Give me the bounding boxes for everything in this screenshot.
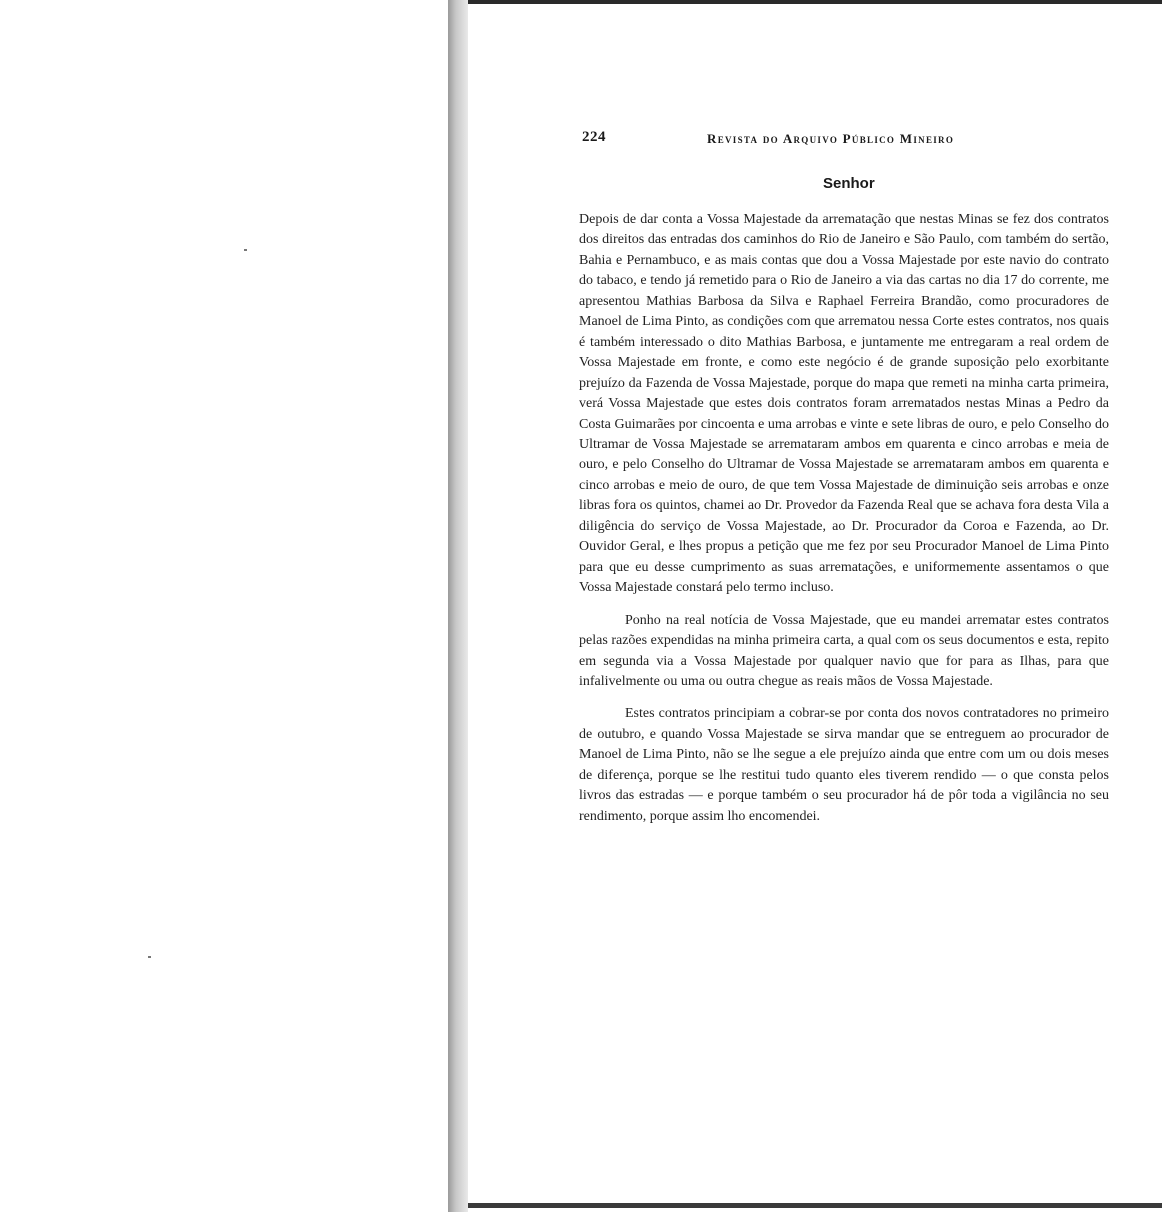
scan-top-edge [468,0,1162,4]
paragraph-1: Depois de dar conta a Vossa Majestade da arrematação que nestas Minas se fez dos contratos dos direitos das entradas dos caminhos do Rio de Janeiro e São Paulo, com também do sertão, Bahia e Pernambuco, e as mais contas que dou a Vossa Majestade por este navio do contrato do tabaco, e tendo já remetido para o Rio de Janeiro a via das cartas no dia 17 do corrente, me apresentou Mathias Barbosa da Silva e Raphael Ferreira Brandão, como procuradores de Manoel de Lima Pinto, as condições com que arrematou nessa Corte estes contratos, nos quais é também interessado o dito Mathias Barbosa, e juntamente me entregaram a real ordem de Vossa Majestade em fronte, e como este negócio é de grande suposição pelo exorbitante prejuízo da Fazenda de Vossa Majestade, porque do mapa que remeti na minha carta primeira, verá Vossa Majestade que estes dois contratos foram arrematados nestas Minas a Pedro da Costa Guimarães por cincoenta e uma arrobas e vinte e sete libras de ouro, e pelo Conselho do Ultramar de Vossa Majestade se arremataram ambos em quarenta e cinco arrobas e meia de ouro, e pelo Conselho do Ultramar de Vossa Majestade se arremataram ambos em quarenta e cinco arrobas e meio de ouro, de que tem Vossa Majestade de diminuição seis arrobas e onze libras fora os quintos, chamei ao Dr. Provedor da Fazenda Real que se achava fora desta Vila a diligência do serviço de Vossa Majestade, ao Dr. Procurador da Coroa e Fazenda, ao Dr. Ouvidor Geral, e lhes propus a petição que me fez por seu Procurador Manoel de Lima Pinto para que eu desse cumprimento as suas arrematações, e uniformemente assentamos o que Vossa Majestade constará pelo termo incluso. [579,212,1109,596]
scan-speck [148,956,151,958]
book-spine-shadow [448,0,468,1212]
page-number: 224 [582,129,606,145]
letter-salutation: Senhor [823,175,875,192]
paragraph-3: Estes contratos principiam a cobrar-se por conta dos novos contratadores no primeiro de outubro, e quando Vossa Majestade se sirva mandar que se entreguem ao procurador de Manoel de Lima Pinto, não se lhe segue a ele prejuízo ainda que entre com um ou dois meses de diferença, porque se lhe restitui tudo quanto eles tiverem rendido — o que consta pelos livros das estradas — e porque também o seu procurador há de pôr toda a vigilância no seu rendimento, porque assim lho encomendei. [579,706,1109,824]
scan-speck [244,249,247,251]
letter-body [579,210,1109,839]
scan-bottom-edge [468,1203,1162,1208]
paragraph-2: Ponho na real notícia de Vossa Majestade, que eu mandei arrematar estes contratos pelas razões expendidas na minha primeira carta, a qual com os seus documentos e esta, repito em segunda via a Vossa Majestade por qualquer navio que for para as Ilhas, para que infalivelmente ou uma ou outra chegue as reais mãos de Vossa Majestade. [579,612,1109,689]
running-title: Revista do Arquivo Público Mineiro [707,131,955,146]
